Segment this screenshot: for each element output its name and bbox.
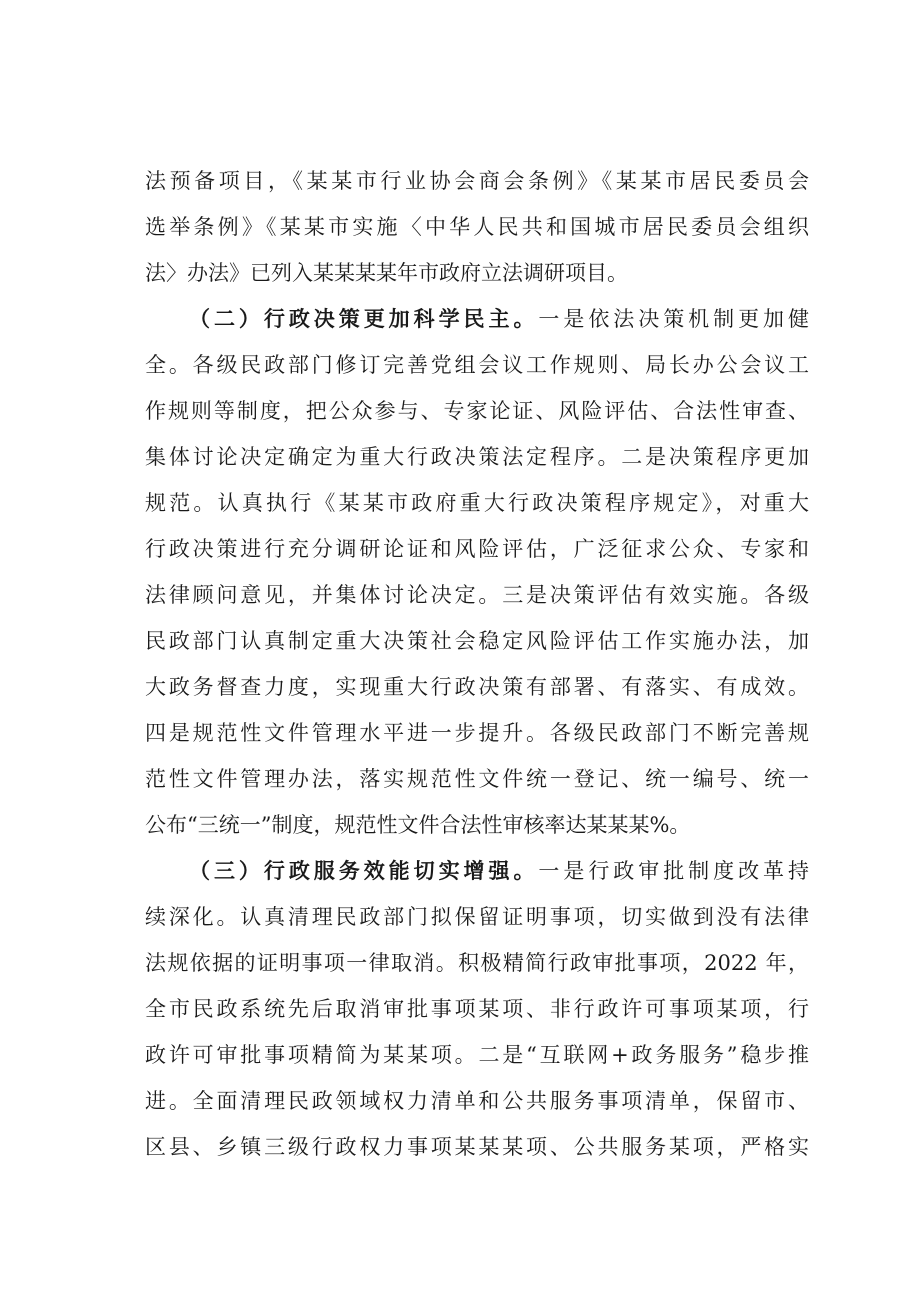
section-heading-3: （三）行政服务效能切实增强。 <box>189 858 539 883</box>
paragraph-3-line-3: 法规依据的证明事项一律取消。积极精简行政审批事项，2022 年， <box>145 951 809 975</box>
paragraph-2-line-10: 四是规范性文件管理水平进一步提升。各级民政部门不断完善规 <box>145 721 809 745</box>
paragraph-2-line-1-text: 一是依法决策机制更加健 <box>538 307 810 331</box>
paragraph-2-line-8: 民政部门认真制定重大决策社会稳定风险评估工作实施办法，加 <box>145 629 809 653</box>
paragraph-3-line-2: 续深化。认真清理民政部门拟保留证明事项，切实做到没有法律 <box>145 905 809 929</box>
paragraph-2-line-5: 规范。认真执行《某某市政府重大行政决策程序规定》，对重大 <box>145 491 809 515</box>
paragraph-3-line-7: 区县、乡镇三级行政权力事项某某某项、公共服务某项，严格实 <box>145 1135 809 1159</box>
paragraph-2-line-11: 范性文件管理办法，落实规范性文件统一登记、统一编号、统一 <box>145 767 809 791</box>
paragraph-2-line-7: 法律顾问意见，并集体讨论决定。三是决策评估有效实施。各级 <box>145 583 809 607</box>
paragraph-3-line-1-text: 一是行政审批制度改革持 <box>538 859 810 883</box>
paragraph-2-line-4: 集体讨论决定确定为重大行政决策法定程序。二是决策程序更加 <box>145 445 809 469</box>
paragraph-2-line-6: 行政决策进行充分调研论证和风险评估，广泛征求公众、专家和 <box>145 537 809 561</box>
paragraph-3-line-4: 全市民政系统先后取消审批事项某项、非行政许可事项某项，行 <box>145 997 809 1021</box>
paragraph-1-line-2: 选举条例》《某某市实施〈中华人民共和国城市居民委员会组织 <box>145 215 809 239</box>
paragraph-2-line-2: 全。各级民政部门修订完善党组会议工作规则、局长办公会议工 <box>145 353 809 377</box>
paragraph-3-line-6: 进。全面清理民政领域权力清单和公共服务事项清单，保留市、 <box>145 1089 809 1113</box>
paragraph-2-line-3: 作规则等制度，把公众参与、专家论证、风险评估、合法性审查、 <box>145 399 809 423</box>
paragraph-1-line-1: 法预备项目，《某某市行业协会商会条例》《某某市居民委员会 <box>145 169 809 193</box>
paragraph-3-line-5: 政许可审批事项精简为某某项。二是“互联网+政务服务”稳步推 <box>145 1043 809 1067</box>
paragraph-1-line-3: 法〉办法》已列入某某某某年市政府立法调研项目。 <box>145 261 628 285</box>
document-body <box>145 158 809 1170</box>
paragraph-2-line-12: 公布“三统一”制度，规范性文件合法性审核率达某某某%。 <box>145 813 691 837</box>
paragraph-2-line-1 <box>145 296 809 342</box>
paragraph-2-line-9: 大政务督查力度，实现重大行政决策有部署、有落实、有成效。 <box>145 675 809 699</box>
section-heading-2: （二）行政决策更加科学民主。 <box>189 306 539 331</box>
paragraph-3-line-1 <box>145 848 809 894</box>
